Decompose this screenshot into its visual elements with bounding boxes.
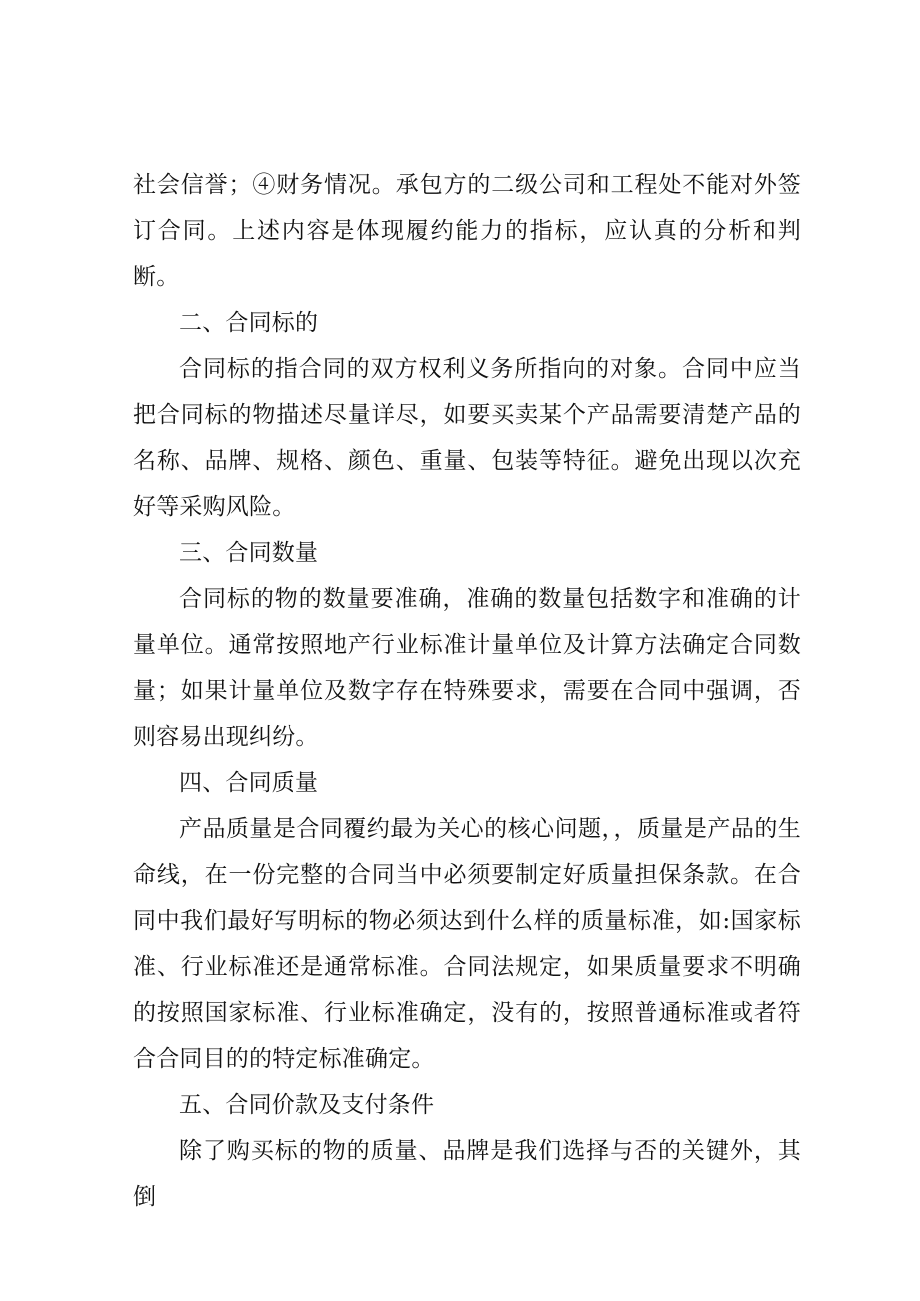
heading-contract-subject: 二、合同标的: [179, 310, 319, 336]
heading-contract-quality: 四、合同质量: [179, 770, 319, 796]
heading-contract-quantity: 三、合同数量: [179, 540, 319, 566]
paragraph-contract-quantity: 合同标的物的数量要准确，准确的数量包括数字和准确的计量单位。通常按照地产行业标准计量单位及计算方法确定合同数量；如果计量单位及数字存在特殊要求，需要在合同中强调，否则容易出现纠纷。: [133, 586, 801, 750]
document-body: [133, 162, 801, 1220]
paragraph-performance-capability: 社会信誉；④财务情况。承包方的二级公司和工程处不能对外签订合同。上述内容是体现履约能力的指标，应认真的分析和判断。: [133, 172, 801, 290]
paragraph-contract-subject: 合同标的指合同的双方权利义务所指向的对象。合同中应当把合同标的物描述尽量详尽，如要买卖某个产品需要清楚产品的名称、品牌、规格、颜色、重量、包装等特征。避免出现以次充好等采购风险。: [133, 356, 801, 520]
paragraph-contract-price-payment: 除了购买标的物的质量、品牌是我们选择与否的关键外，其倒: [133, 1138, 801, 1210]
paragraph-contract-quality: 产品质量是合同覆约最为关心的核心问题，，质量是产品的生命线，在一份完整的合同当中必须要制定好质量担保条款。在合同中我们最好写明标的物必须达到什么样的质量标准，如:国家标准、行业标准还是通常标准。合同法规定，如果质量要求不明确的按照国家标准、行业标准确定，没有的，按照普通标准或者符合合同目的的特定标准确定。: [133, 816, 801, 1072]
heading-contract-price-payment: 五、合同价款及支付条件: [179, 1092, 435, 1118]
